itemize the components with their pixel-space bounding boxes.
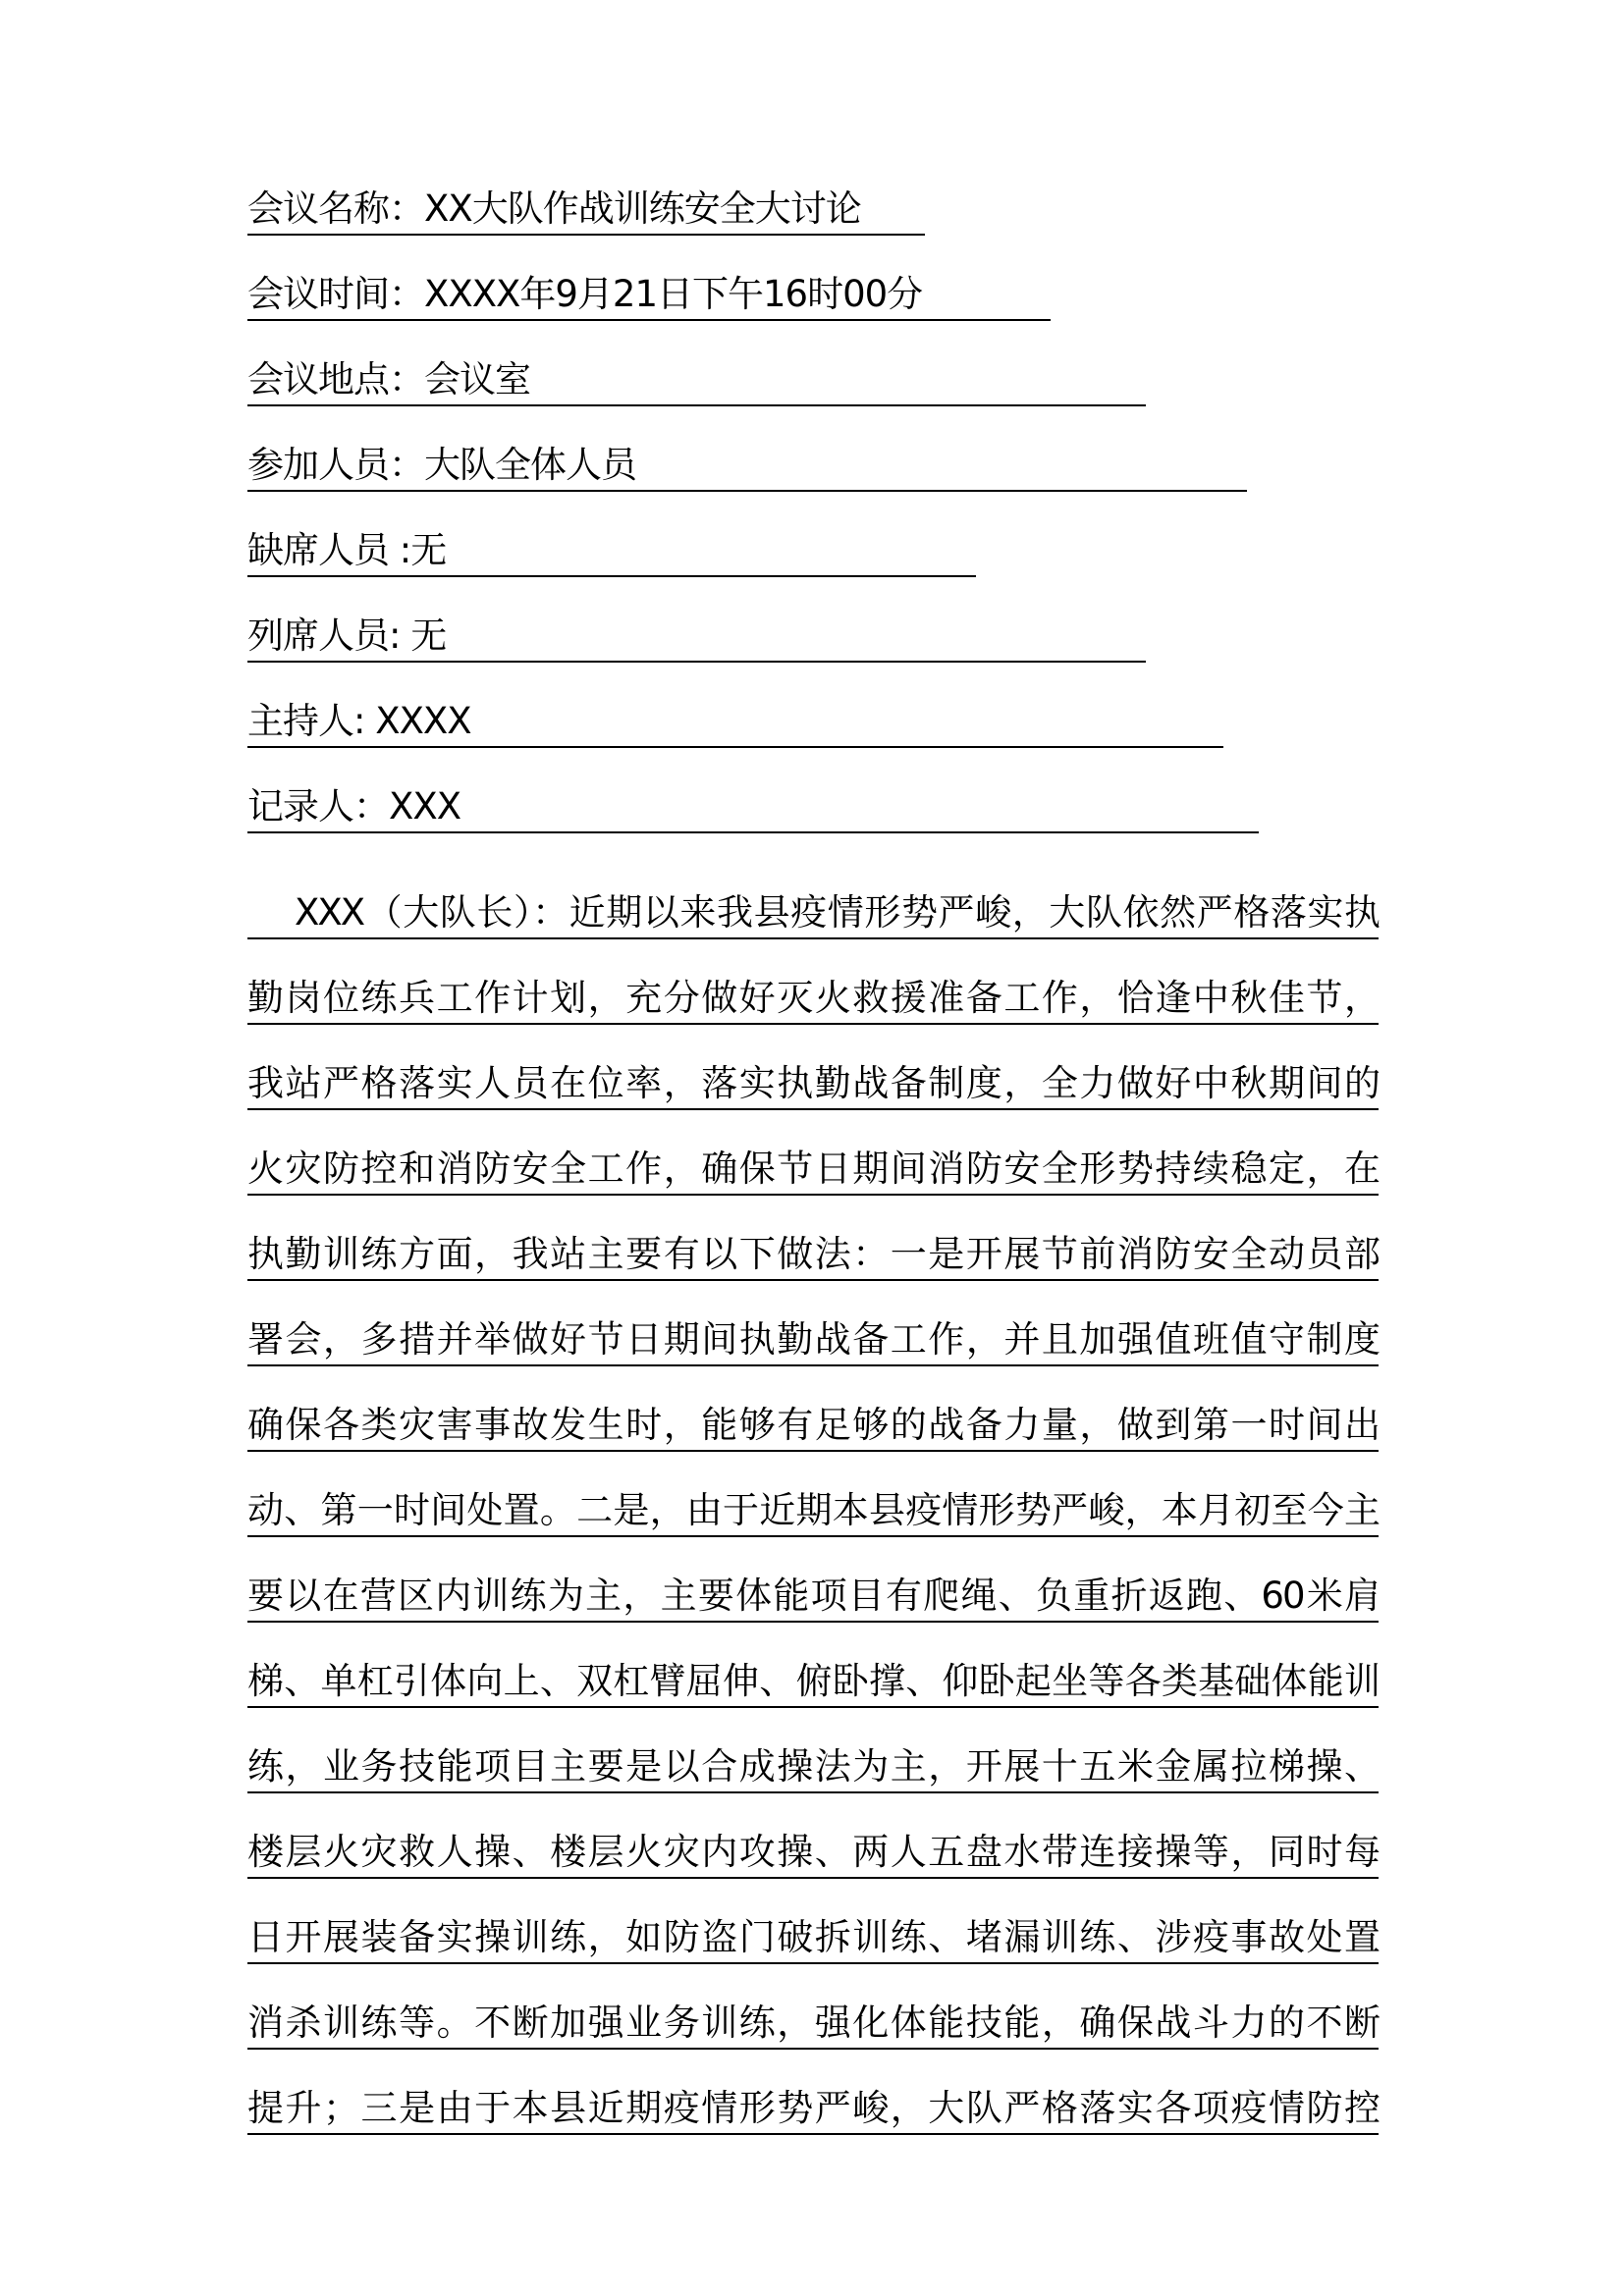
field-meeting-location bbox=[247, 357, 1379, 443]
minutes-line bbox=[247, 1895, 1379, 1980]
minutes-line bbox=[247, 1297, 1379, 1382]
field-absentees bbox=[247, 528, 1379, 614]
field-value: XXXX年9月21日下午16时00分 bbox=[424, 273, 923, 315]
field-observers bbox=[247, 614, 1379, 699]
minutes-line bbox=[247, 1382, 1379, 1468]
field-value: XX大队作战训练安全大讨论 bbox=[424, 187, 861, 230]
minutes-line bbox=[247, 1980, 1379, 2065]
field-underline bbox=[247, 272, 1051, 321]
field-underline bbox=[247, 187, 925, 236]
field-value: 大队全体人员 bbox=[424, 444, 636, 486]
minutes-line-text: 动、第一时间处置。二是，由于近期本县疫情形势严峻，本月初至今主 bbox=[247, 1488, 1379, 1537]
minutes-line bbox=[247, 1724, 1379, 1809]
field-value: XXX bbox=[389, 785, 461, 828]
minutes-line-text: 署会，多措并举做好节日期间执勤战备工作，并且加强值班值守制度 bbox=[247, 1317, 1379, 1366]
minutes-line bbox=[247, 1126, 1379, 1211]
minutes-line-text: 日开展装备实操训练，如防盗门破拆训练、堵漏训练、涉疫事故处置 bbox=[247, 1915, 1379, 1964]
minutes-line-text: 练，业务技能项目主要是以合成操法为主，开展十五米金属拉梯操、 bbox=[247, 1744, 1379, 1793]
field-label: 主持人: bbox=[247, 700, 376, 742]
field-label: 参加人员： bbox=[247, 444, 424, 486]
field-underline bbox=[247, 528, 976, 577]
minutes-line-text: 提升；三是由于本县近期疫情形势严峻，大队严格落实各项疫情防控 bbox=[247, 2086, 1379, 2135]
minutes-line bbox=[247, 1553, 1379, 1638]
minutes-line-text: 梯、单杠引体向上、双杠臂屈伸、俯卧撑、仰卧起坐等各类基础体能训 bbox=[247, 1659, 1379, 1708]
field-value: 无 bbox=[410, 614, 447, 657]
minutes-line bbox=[247, 1468, 1379, 1553]
minutes-line-text: 确保各类灾害事故发生时，能够有足够的战备力量，做到第一时间出 bbox=[247, 1403, 1379, 1452]
field-recorder bbox=[247, 784, 1379, 870]
minutes-line-text: 要以在营区内训练为主，主要体能项目有爬绳、负重折返跑、60米肩 bbox=[247, 1574, 1379, 1623]
field-underline bbox=[247, 614, 1146, 663]
field-underline bbox=[247, 357, 1146, 406]
document-page bbox=[247, 187, 1379, 2151]
field-label: 会议名称： bbox=[247, 187, 424, 230]
field-underline bbox=[247, 784, 1259, 833]
minutes-line bbox=[247, 1211, 1379, 1297]
minutes-line bbox=[247, 1638, 1379, 1724]
field-host bbox=[247, 699, 1379, 784]
minutes-line bbox=[247, 870, 1379, 955]
field-label: 列席人员: bbox=[247, 614, 411, 657]
field-label: 会议时间： bbox=[247, 273, 424, 315]
minutes-line bbox=[247, 1041, 1379, 1126]
field-label: 会议地点： bbox=[247, 358, 424, 400]
field-value: 无 bbox=[410, 529, 447, 571]
field-attendees bbox=[247, 443, 1379, 528]
field-meeting-time bbox=[247, 272, 1379, 357]
field-label: 记录人： bbox=[247, 785, 389, 828]
minutes-line-text: 楼层火灾救人操、楼层火灾内攻操、两人五盘水带连接操等，同时每 bbox=[247, 1830, 1379, 1879]
field-underline bbox=[247, 443, 1247, 492]
field-meeting-name bbox=[247, 187, 1379, 272]
minutes-line-text: 执勤训练方面，我站主要有以下做法：一是开展节前消防安全动员部 bbox=[247, 1232, 1379, 1281]
field-label: 缺席人员 : bbox=[247, 529, 411, 571]
minutes-line bbox=[247, 1809, 1379, 1895]
minutes-line bbox=[247, 955, 1379, 1041]
minutes-line-text: 我站严格落实人员在位率，落实执勤战备制度，全力做好中秋期间的 bbox=[247, 1061, 1379, 1110]
field-underline bbox=[247, 699, 1223, 748]
minutes-line-text: 勤岗位练兵工作计划，充分做好灭火救援准备工作，恰逢中秋佳节， bbox=[247, 976, 1379, 1025]
minutes-line-text: 消杀训练等。不断加强业务训练，强化体能技能，确保战斗力的不断 bbox=[247, 2001, 1379, 2050]
field-value: 会议室 bbox=[424, 358, 530, 400]
field-value: XXXX bbox=[375, 700, 471, 742]
minutes-line-text: XXX（大队长）：近期以来我县疫情形势严峻，大队依然严格落实执 bbox=[247, 890, 1379, 939]
minutes-body bbox=[247, 870, 1379, 2151]
minutes-line bbox=[247, 2065, 1379, 2151]
minutes-line-text: 火灾防控和消防安全工作，确保节日期间消防安全形势持续稳定，在 bbox=[247, 1147, 1379, 1196]
